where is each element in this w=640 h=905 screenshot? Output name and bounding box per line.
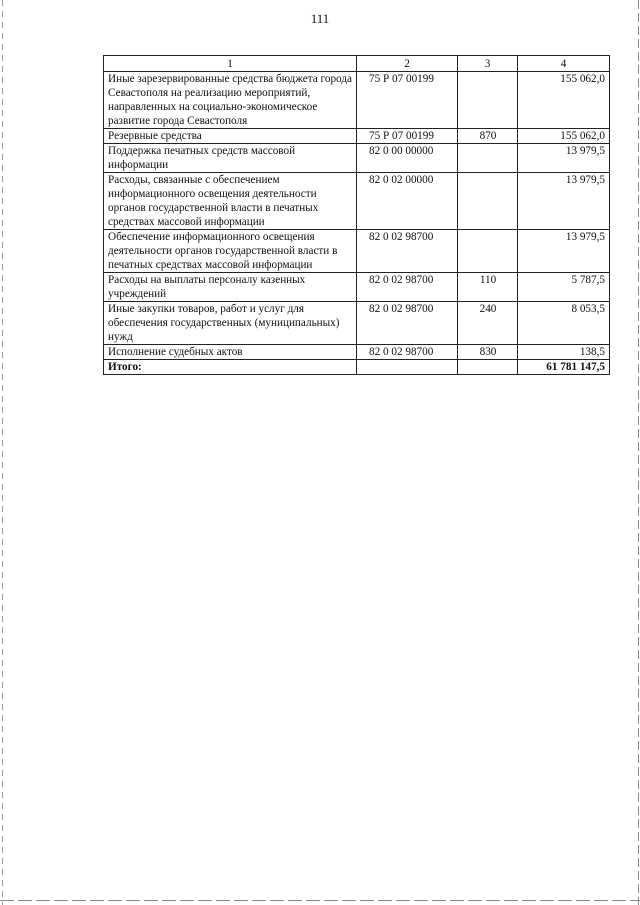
- column-header-4: 4: [518, 56, 610, 72]
- row-type: 870: [458, 129, 518, 144]
- row-name: Обеспечение информационного освещения деятельности органов государственной власти в печатных средствах массовой информации: [104, 230, 357, 273]
- row-amount: 13 979,5: [518, 230, 610, 273]
- scan-edge-bottom: [0, 900, 640, 901]
- table-row: [104, 302, 610, 345]
- row-type: 110: [458, 273, 518, 302]
- scan-edge-right: [638, 0, 639, 905]
- page-number: 111: [310, 11, 330, 26]
- total-code-cell: [357, 360, 458, 375]
- row-type: [458, 144, 518, 173]
- table-row: [104, 345, 610, 360]
- scan-edge-left: [2, 0, 3, 905]
- table-row: [104, 173, 610, 230]
- row-type: [458, 173, 518, 230]
- row-code: 82 0 00 00000: [357, 144, 458, 173]
- row-type: 830: [458, 345, 518, 360]
- row-name: Иные зарезервированные средства бюджета города Севастополя на реализацию мероприятий, направленных на социально-экономическое развитие города Севастополя: [104, 72, 357, 129]
- row-amount: 13 979,5: [518, 173, 610, 230]
- row-name: Расходы на выплаты персоналу казенных учреждений: [104, 273, 357, 302]
- row-type: [458, 230, 518, 273]
- row-code: 75 Р 07 00199: [357, 129, 458, 144]
- row-type: [458, 72, 518, 129]
- row-name: Иные закупки товаров, работ и услуг для обеспечения государственных (муниципальных) нужд: [104, 302, 357, 345]
- row-code: 82 0 02 00000: [357, 173, 458, 230]
- total-amount: 61 781 147,5: [518, 360, 610, 375]
- total-label: Итого:: [104, 360, 357, 375]
- total-type-cell: [458, 360, 518, 375]
- row-name: Поддержка печатных средств массовой информации: [104, 144, 357, 173]
- row-code: 82 0 02 98700: [357, 302, 458, 345]
- row-code: 82 0 02 98700: [357, 230, 458, 273]
- column-header-1: 1: [104, 56, 357, 72]
- row-amount: 138,5: [518, 345, 610, 360]
- row-name: Расходы, связанные с обеспечением информационного освещения деятельности органов государственной власти в печатных средствах массовой информации: [104, 173, 357, 230]
- row-code: 82 0 02 98700: [357, 345, 458, 360]
- table-header-row: [104, 56, 610, 72]
- row-type: 240: [458, 302, 518, 345]
- row-name: Исполнение судебных актов: [104, 345, 357, 360]
- budget-table: [103, 55, 610, 375]
- row-amount: 13 979,5: [518, 144, 610, 173]
- row-amount: 5 787,5: [518, 273, 610, 302]
- total-row: [104, 360, 610, 375]
- table-row: [104, 273, 610, 302]
- row-code: 75 Р 07 00199: [357, 72, 458, 129]
- table-row: [104, 129, 610, 144]
- table-row: [104, 230, 610, 273]
- row-amount: 8 053,5: [518, 302, 610, 345]
- table-row: [104, 144, 610, 173]
- row-code: 82 0 02 98700: [357, 273, 458, 302]
- row-amount: 155 062,0: [518, 72, 610, 129]
- column-header-2: 2: [357, 56, 458, 72]
- table-row: [104, 72, 610, 129]
- row-name: Резервные средства: [104, 129, 357, 144]
- column-header-3: 3: [458, 56, 518, 72]
- row-amount: 155 062,0: [518, 129, 610, 144]
